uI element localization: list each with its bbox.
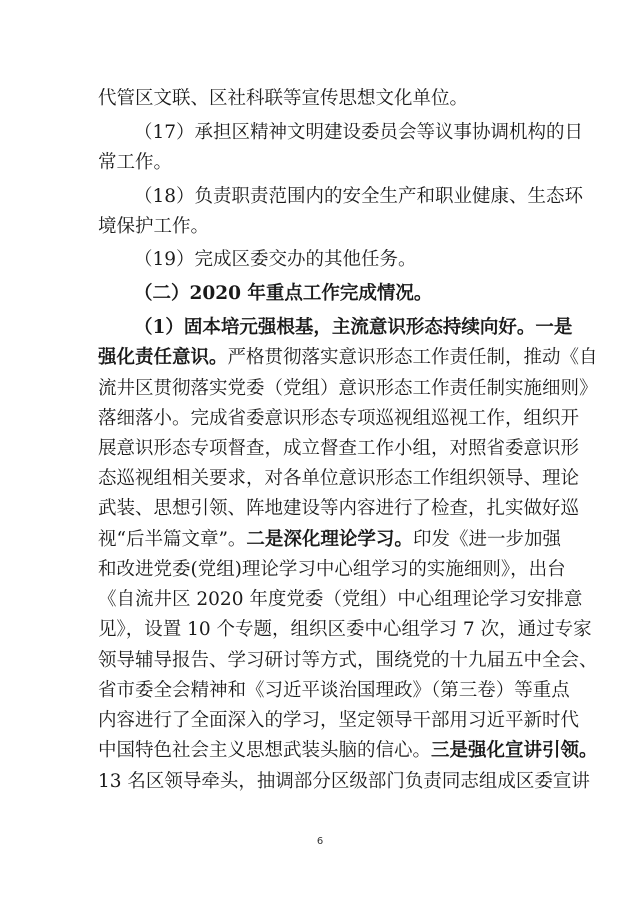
text-line [98, 588, 583, 612]
page-number: 6 [316, 836, 324, 847]
text-line [98, 377, 598, 401]
text-segment: 13 名区领导牵头，抽调部分区级部门负责同志组成区委宣讲 [98, 771, 590, 792]
text-segment: 常工作。 [98, 152, 173, 173]
text-segment: 代管区文联、区社科联等宣传思想文化单位。 [98, 88, 469, 109]
text-segment: 落细落小。完成省委意识形态专项巡视组巡视工作，组织开 [98, 408, 580, 429]
text-segment: 领导辅导报告、学习研讨等方式，围绕党的十九届五中全会、 [98, 650, 598, 671]
text-segment: 严格贯彻落实意识形态工作责任制，推动《自 [227, 347, 598, 368]
text-segment: 见》，设置 10 个专题，组织区委中心组学习 7 次，通过专家 [98, 619, 592, 640]
text-line [98, 437, 580, 461]
text-segment: 中国特色社会主义思想武装头脑的信心。 [98, 740, 432, 761]
bold-text-segment: 三是强化宣讲引领。 [431, 740, 598, 761]
text-line [98, 87, 562, 111]
text-line [134, 185, 584, 209]
text-segment: （17）承担区精神文明建设委员会等议事协调机构的日 [134, 122, 584, 143]
text-line [134, 121, 584, 145]
text-line [98, 770, 590, 794]
text-line [98, 618, 592, 642]
text-segment: 和改进党委(党组)理论学习中心组学习的实施细则》，出台 [98, 559, 566, 580]
text-line [98, 528, 562, 552]
text-line [134, 282, 562, 306]
text-segment: 印发《进一步加强 [412, 529, 561, 550]
text-line [98, 151, 562, 175]
text-segment: 内容进行了全面深入的学习，坚定领导干部用习近平新时代 [98, 710, 580, 731]
text-line [98, 709, 580, 733]
text-segment: 省市委全会精神和《习近平谈治国理政》（第三卷）等重点 [98, 680, 570, 701]
text-line [134, 248, 562, 272]
text-segment: 境保护工作。 [98, 216, 210, 237]
text-line [98, 739, 598, 763]
text-line [98, 346, 598, 370]
text-line [98, 215, 562, 239]
bold-text-segment: 二是深化理论学习。 [246, 529, 413, 550]
text-line [98, 467, 580, 491]
text-line [98, 649, 598, 673]
bold-text-segment: 强化责任意识。 [98, 347, 228, 368]
text-segment: 武装、思想引领、阵地建设等内容进行了检查，扎实做好巡 [98, 498, 580, 519]
text-line [134, 316, 573, 340]
text-segment: 展意识形态专项督查，成立督查工作小组，对照省委意识形 [98, 438, 580, 459]
text-segment: 流井区贯彻落实党委（党组）意识形态工作责任制实施细则》 [98, 378, 598, 399]
bold-text-segment: （二）2020 年重点工作完成情况。 [134, 283, 433, 304]
text-line [98, 407, 580, 431]
text-segment: 《自流井区 2020 年度党委（党组）中心组理论学习安排意 [98, 589, 583, 610]
text-segment: 视“后半篇文章”。 [98, 529, 247, 550]
text-line [98, 679, 570, 703]
text-line [98, 497, 580, 521]
bold-text-segment: （1）固本培元强根基，主流意识形态持续向好。一是 [134, 317, 573, 338]
text-segment: 态巡视组相关要求，对各单位意识形态工作组织领导、理论 [98, 468, 580, 489]
text-line [98, 558, 566, 582]
text-segment: （19）完成区委交办的其他任务。 [134, 249, 417, 270]
text-segment: （18）负责职责范围内的安全生产和职业健康、生态环 [134, 186, 584, 207]
